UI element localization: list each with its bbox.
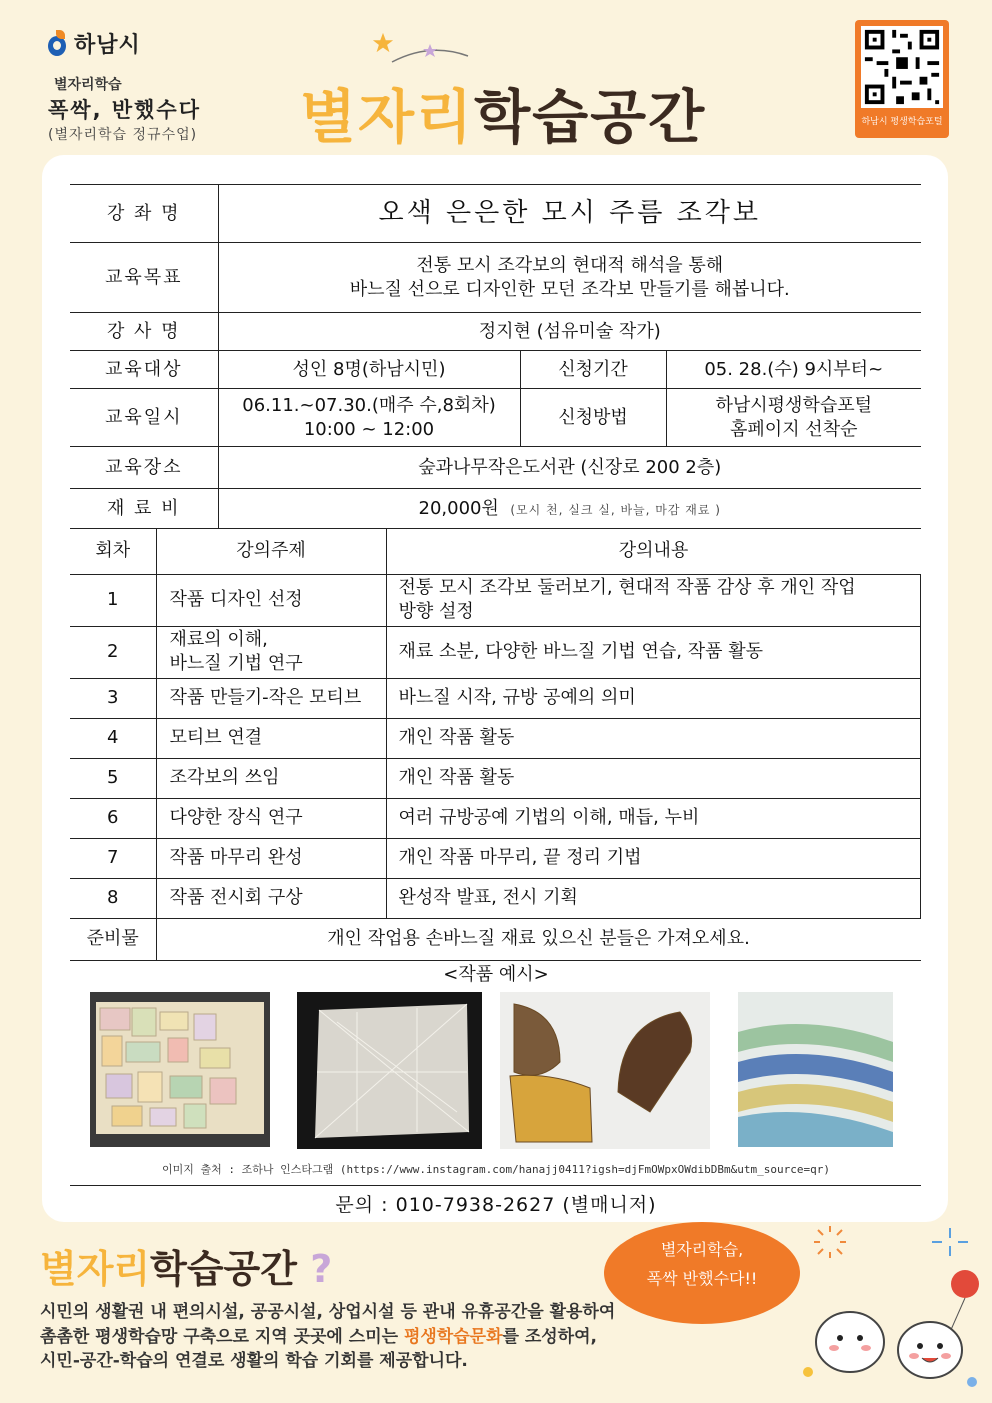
session-number: 1 <box>70 574 156 626</box>
col-header-content: 강의내용 <box>386 528 921 574</box>
example-image-4 <box>738 992 893 1147</box>
session-topic: 조각보의 쓰임 <box>156 758 386 798</box>
table-row <box>70 918 921 960</box>
bubble-line1: 별자리학습, <box>660 1240 744 1259</box>
series-label <box>48 74 228 144</box>
session-content: 완성작 발표, 전시 기획 <box>386 878 921 918</box>
inquiry: 문의 : 010-7938-2627 (별매니저) <box>335 1194 657 1216</box>
session-number: 8 <box>70 878 156 918</box>
goal-label: 교육목표 <box>70 243 218 313</box>
divider <box>70 1185 921 1186</box>
session-number: 7 <box>70 838 156 878</box>
session-topic: 다양한 장식 연구 <box>156 798 386 838</box>
col-header-topic: 강의주제 <box>156 528 386 574</box>
session-number: 5 <box>70 758 156 798</box>
footer-desc-line2 <box>40 1325 640 1350</box>
apply-method-label: 신청방법 <box>520 389 666 447</box>
title-part1: 별자리 <box>300 83 475 151</box>
session-number: 4 <box>70 718 156 758</box>
session-number: 3 <box>70 678 156 718</box>
series-big: 폭싹, 반했수다 <box>48 98 202 122</box>
session-content: 개인 작품 활동 <box>386 718 921 758</box>
footer-desc-line3: 시민-공간-학습의 연결로 생활의 학습 기회를 제공합니다. <box>40 1351 468 1372</box>
goal-line1: 전통 모시 조각보의 현대적 해석을 통해 <box>416 255 724 277</box>
session-content: 재료 소분, 다양한 바느질 기법 연습, 작품 활동 <box>386 626 921 678</box>
footer-desc-line1: 시민의 생활권 내 편의시설, 공공시설, 상업시설 등 관내 유휴공간을 활용하여 <box>40 1302 616 1322</box>
course-name-value: 오색 은은한 모시 주름 조각보 <box>218 185 921 243</box>
instructor-label: 강 사 명 <box>70 313 218 351</box>
session-number: 6 <box>70 798 156 838</box>
session-content-line1: 전통 모시 조각보 둘러보기, 현대적 작품 감상 후 개인 작업 <box>398 576 856 598</box>
table-row <box>70 838 921 878</box>
session-number: 2 <box>70 626 156 678</box>
prep-value: 개인 작업용 손바느질 재료 있으신 분들은 가져오세요. <box>156 918 921 960</box>
session-topic: 작품 마무리 완성 <box>156 838 386 878</box>
table-row <box>70 718 921 758</box>
footer-logo-part2: 학습공간 <box>150 1247 297 1291</box>
session-topic <box>156 626 386 678</box>
place-label: 교육장소 <box>70 447 218 489</box>
example-image-3 <box>500 992 710 1149</box>
qr-caption: 하남시 평생학습포털 <box>861 117 943 127</box>
footer-desc-line2b: 를 조성하여, <box>502 1326 597 1347</box>
goal-value <box>218 243 921 313</box>
session-topic: 모티브 연결 <box>156 718 386 758</box>
target-value: 성인 8명(하남시민) <box>218 351 520 389</box>
session-topic-line1: 재료의 이해, <box>169 628 268 650</box>
goal-line2: 바느질 선으로 디자인한 모던 조각보 만들기를 해봅니다. <box>349 278 790 300</box>
fee-amount: 20,000원 <box>418 497 499 519</box>
session-content: 개인 작품 마무리, 끝 정리 기법 <box>386 838 921 878</box>
session-content-line2: 방향 설정 <box>398 601 474 622</box>
footer-logo-q: ? <box>310 1247 333 1291</box>
course-info-table <box>70 184 921 529</box>
instructor-value: 정지현 (섬유미술 작가) <box>218 313 921 351</box>
table-row <box>70 758 921 798</box>
org-name: 하남시 <box>74 33 141 58</box>
table-row <box>70 678 921 718</box>
series-sub: (별자리학습 정규수업) <box>48 127 198 143</box>
fee-value <box>218 489 921 529</box>
session-topic: 작품 만들기-작은 모티브 <box>156 678 386 718</box>
session-content: 여러 규방공예 기법의 이해, 매듭, 누비 <box>386 798 921 838</box>
curriculum-table <box>70 528 921 961</box>
footer-logo-part1: 별자리 <box>40 1247 151 1291</box>
table-row <box>70 626 921 678</box>
qr-code[interactable] <box>855 20 949 138</box>
prep-label: 준비물 <box>70 918 156 960</box>
session-content: 개인 작품 활동 <box>386 758 921 798</box>
session-content: 바느질 시작, 규방 공예의 의미 <box>386 678 921 718</box>
qr-pattern <box>861 26 943 108</box>
program-title <box>300 22 707 151</box>
fee-label: 재 료 비 <box>70 489 218 529</box>
speech-bubble <box>604 1222 800 1324</box>
footer-logo <box>40 1238 332 1293</box>
apply-method-value <box>666 389 921 447</box>
schedule-line1: 06.11.~07.30.(매주 수,8회차) <box>242 395 496 417</box>
footer-description <box>40 1300 640 1374</box>
hanam-logo <box>46 28 141 59</box>
table-row <box>70 878 921 918</box>
session-topic-line2: 바느질 기법 연구 <box>169 653 303 674</box>
mascot-characters-icon <box>790 1222 990 1403</box>
bubble-line2: 폭싹 반했수다!! <box>646 1268 758 1288</box>
schedule-value <box>218 389 520 447</box>
apply-method-line1: 하남시평생학습포털 <box>715 395 872 417</box>
title-part2: 학습공간 <box>474 83 707 151</box>
target-label: 교육대상 <box>70 351 218 389</box>
example-image-1 <box>90 992 270 1147</box>
place-value: 숲과나무작은도서관 (신장로 200 2층) <box>218 447 921 489</box>
session-content <box>386 574 921 626</box>
apply-period-value: 05. 28.(수) 9시부터~ <box>666 351 921 389</box>
series-small: 별자리학습 <box>54 77 122 93</box>
example-image-2 <box>297 992 482 1149</box>
session-topic: 작품 디자인 선정 <box>156 574 386 626</box>
footer-desc-line2a: 촘촘한 평생학습망 구축으로 지역 곳곳에 스미는 <box>40 1326 404 1347</box>
highlight-text: 평생학습문화 <box>403 1326 503 1347</box>
apply-period-label: 신청기간 <box>520 351 666 389</box>
fee-note: (모시 천, 실크 실, 바늘, 마감 재료 ) <box>510 502 721 517</box>
apply-method-line2: 홈페이지 선착순 <box>730 418 858 440</box>
table-row <box>70 798 921 838</box>
schedule-label: 교육일시 <box>70 389 218 447</box>
table-row <box>70 574 921 626</box>
image-source: 이미지 출처 : 조하나 인스타그램 (https://www.instagram.com/hanajj0411?igsh=djFmOWpxOWdibDBm&utm_source=qr) <box>162 1163 830 1176</box>
schedule-line2: 10:00 ~ 12:00 <box>303 418 435 440</box>
session-topic: 작품 전시회 구상 <box>156 878 386 918</box>
course-name-label: 강 좌 명 <box>70 185 218 243</box>
examples-title: <작품 예시> <box>443 964 549 985</box>
hanam-emblem-icon <box>46 30 68 58</box>
col-header-session: 회차 <box>70 528 156 574</box>
